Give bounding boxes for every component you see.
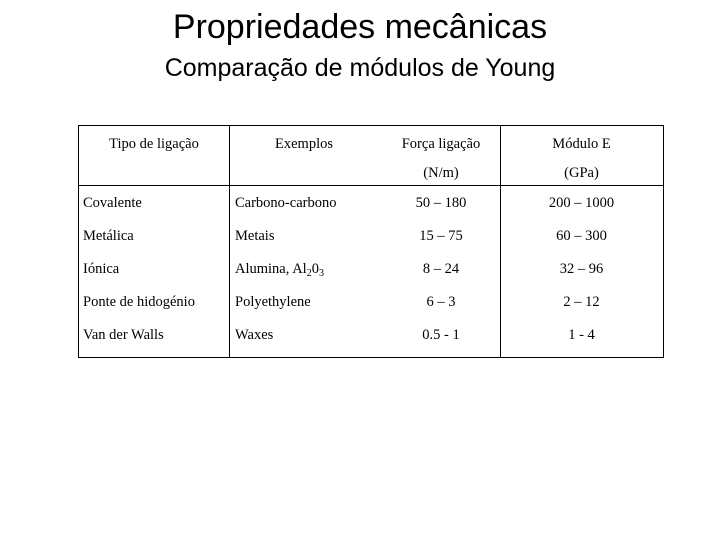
row-ionic-example: [235, 260, 324, 278]
header-bond-force-unit: (N/m): [423, 165, 459, 181]
row-metallic-force: 15 – 75: [419, 228, 463, 244]
row-hydrogen-force: 6 – 3: [426, 294, 456, 310]
header-modulus: Módulo E: [552, 136, 611, 152]
row-vanderwaals-example: Waxes: [235, 327, 274, 343]
row-covalent-example: Carbono-carbono: [235, 195, 337, 211]
slide-title: Propriedades mecânicas: [172, 8, 548, 46]
row-covalent-type: Covalente: [83, 195, 142, 211]
formula-main: Alumina, Al: [235, 261, 307, 277]
row-ionic-force: 8 – 24: [422, 261, 460, 277]
formula-mid: 0: [311, 261, 319, 277]
young-modulus-table: [78, 125, 664, 358]
header-bond-type: Tipo de ligação: [109, 136, 199, 152]
row-ionic-type: Iónica: [83, 261, 120, 277]
row-covalent-modulus: 200 – 1000: [548, 195, 615, 211]
formula-subscript: 3: [318, 268, 324, 279]
column-divider: [500, 125, 501, 358]
row-metallic-modulus: 60 – 300: [556, 228, 607, 244]
header-divider: [79, 185, 663, 186]
row-vanderwaals-modulus: 1 - 4: [568, 327, 595, 343]
row-vanderwaals-type: Van der Walls: [83, 327, 164, 343]
row-covalent-force: 50 – 180: [415, 195, 467, 211]
header-examples: Exemplos: [275, 136, 333, 152]
formula-subscript: 2: [306, 268, 312, 279]
row-metallic-type: Metálica: [83, 228, 134, 244]
row-vanderwaals-force: 0.5 - 1: [422, 327, 460, 343]
row-hydrogen-modulus: 2 – 12: [563, 294, 600, 310]
column-divider: [229, 125, 230, 358]
row-hydrogen-example: Polyethylene: [235, 294, 311, 310]
row-ionic-modulus: 32 – 96: [559, 261, 604, 277]
header-modulus-unit: (GPa): [564, 165, 599, 181]
row-hydrogen-type: Ponte de hidogénio: [83, 294, 195, 310]
row-metallic-example: Metais: [235, 228, 275, 244]
slide-subtitle: Comparação de módulos de Young: [164, 54, 556, 82]
header-bond-force: Força ligação: [401, 136, 481, 152]
